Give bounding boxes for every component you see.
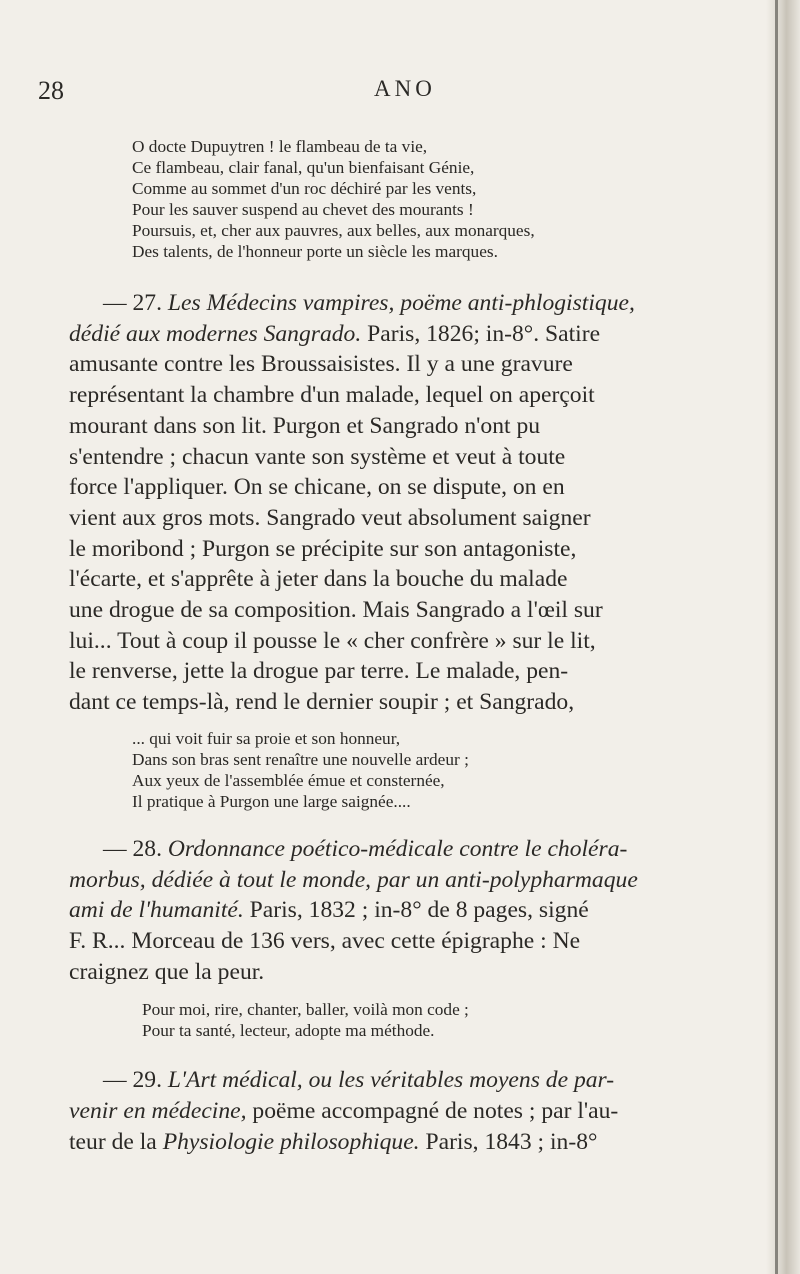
entry-title: morbus, dédiée à tout le monde, par un anti-polypharmaque	[69, 866, 638, 893]
entry-text: Paris, 1843 ; in-8°	[419, 1128, 598, 1155]
verse-line: Pour les sauver suspend au chevet des mourants !	[132, 200, 474, 219]
verse-line: Comme au sommet d'un roc déchiré par les vents,	[132, 179, 477, 198]
entry-number: — 27.	[103, 290, 168, 316]
entry-line: amusante contre les Broussaisistes. Il y a une gravure	[69, 351, 573, 378]
verse-line: Pour moi, rire, chanter, baller, voilà mon code ;	[142, 1000, 469, 1020]
entry-28	[69, 834, 759, 988]
running-head: ANO	[374, 76, 436, 101]
entry-line: le renverse, jette la drogue par terre. Le malade, pen-	[69, 658, 569, 685]
page-edge-shadow	[766, 0, 800, 1274]
entry-line	[69, 288, 759, 319]
entry-text: teur de la	[69, 1128, 163, 1155]
entry-number: — 29.	[103, 1067, 168, 1094]
page-number: 28	[38, 76, 64, 105]
entry-text: poëme accompagné de notes ; par l'au-	[246, 1098, 619, 1125]
entry-title: dédié aux modernes Sangrado.	[69, 320, 362, 347]
entry-line: lui... Tout à coup il pousse le « cher confrère » sur le lit,	[69, 627, 596, 654]
entry-line: une drogue de sa composition. Mais Sangrado a l'œil sur	[69, 597, 603, 624]
entry-line: force l'appliquer. On se chicane, on se dispute, on en	[69, 474, 565, 501]
verse-line: Il pratique à Purgon une large saignée....	[132, 791, 411, 811]
entry-line: vient aux gros mots. Sangrado veut absolument saigner	[69, 504, 591, 531]
entry-27	[69, 288, 759, 718]
entry-line: représentant la chambre d'un malade, lequel on aperçoit	[69, 382, 595, 409]
entry-line	[69, 895, 759, 926]
verse-line: Dans son bras sent renaître une nouvelle ardeur ;	[132, 749, 469, 769]
verse-line: ... qui voit fuir sa proie et son honneur,	[132, 728, 401, 748]
entry-29	[69, 1065, 759, 1157]
verse-line: Ce flambeau, clair fanal, qu'un bienfaisant Génie,	[132, 158, 475, 177]
entry-text: Paris, 1832 ; in-8° de 8 pages, signé	[243, 897, 589, 924]
entry-line: l'écarte, et s'apprête à jeter dans la bouche du malade	[69, 566, 568, 593]
entry-line	[69, 1096, 759, 1127]
verse-line: Pour ta santé, lecteur, adopte ma méthode.	[142, 1021, 435, 1041]
verse-quotation-2	[132, 728, 759, 812]
entry-title: Les Médecins vampires, poëme anti-phlogistique,	[167, 290, 635, 316]
page-edge-line	[775, 0, 778, 1274]
verse-quotation-1	[132, 136, 759, 262]
page-header	[38, 76, 738, 116]
verse-epigraph	[142, 999, 759, 1041]
entry-line	[69, 865, 759, 896]
entry-line	[69, 1065, 759, 1096]
entry-line: s'entendre ; chacun vante son système et veut à toute	[69, 443, 566, 470]
entry-line: mourant dans son lit. Purgon et Sangrado n'ont pu	[69, 412, 541, 439]
entry-text: Paris, 1826; in-8°. Satire	[361, 320, 601, 347]
entry-line: craignez que la peur.	[69, 958, 265, 985]
entry-title: venir en médecine,	[69, 1098, 247, 1125]
entry-title: L'Art médical, ou les véritables moyens de par-	[167, 1067, 615, 1094]
entry-title: Ordonnance poético-médicale contre le choléra-	[167, 835, 628, 862]
verse-line: Aux yeux de l'assemblée émue et consternée,	[132, 770, 445, 790]
entry-line	[69, 1127, 759, 1158]
entry-line: F. R... Morceau de 136 vers, avec cette épigraphe : Ne	[69, 927, 581, 954]
verse-line: Poursuis, et, cher aux pauvres, aux belles, aux monarques,	[132, 221, 535, 240]
entry-title: Physiologie philosophique.	[162, 1128, 420, 1155]
verse-line: O docte Dupuytren ! le flambeau de ta vie,	[132, 137, 428, 156]
entry-number: — 28.	[103, 835, 168, 862]
entry-line: le moribond ; Purgon se précipite sur son antagoniste,	[69, 535, 577, 562]
entry-line: dant ce temps-là, rend le dernier soupir ; et Sangrado,	[69, 689, 575, 716]
entry-line	[69, 319, 759, 350]
page-body	[53, 130, 759, 1157]
verse-line: Des talents, de l'honneur porte un siècle les marques.	[132, 242, 498, 261]
entry-title: ami de l'humanité.	[69, 897, 244, 924]
entry-line	[69, 834, 759, 865]
